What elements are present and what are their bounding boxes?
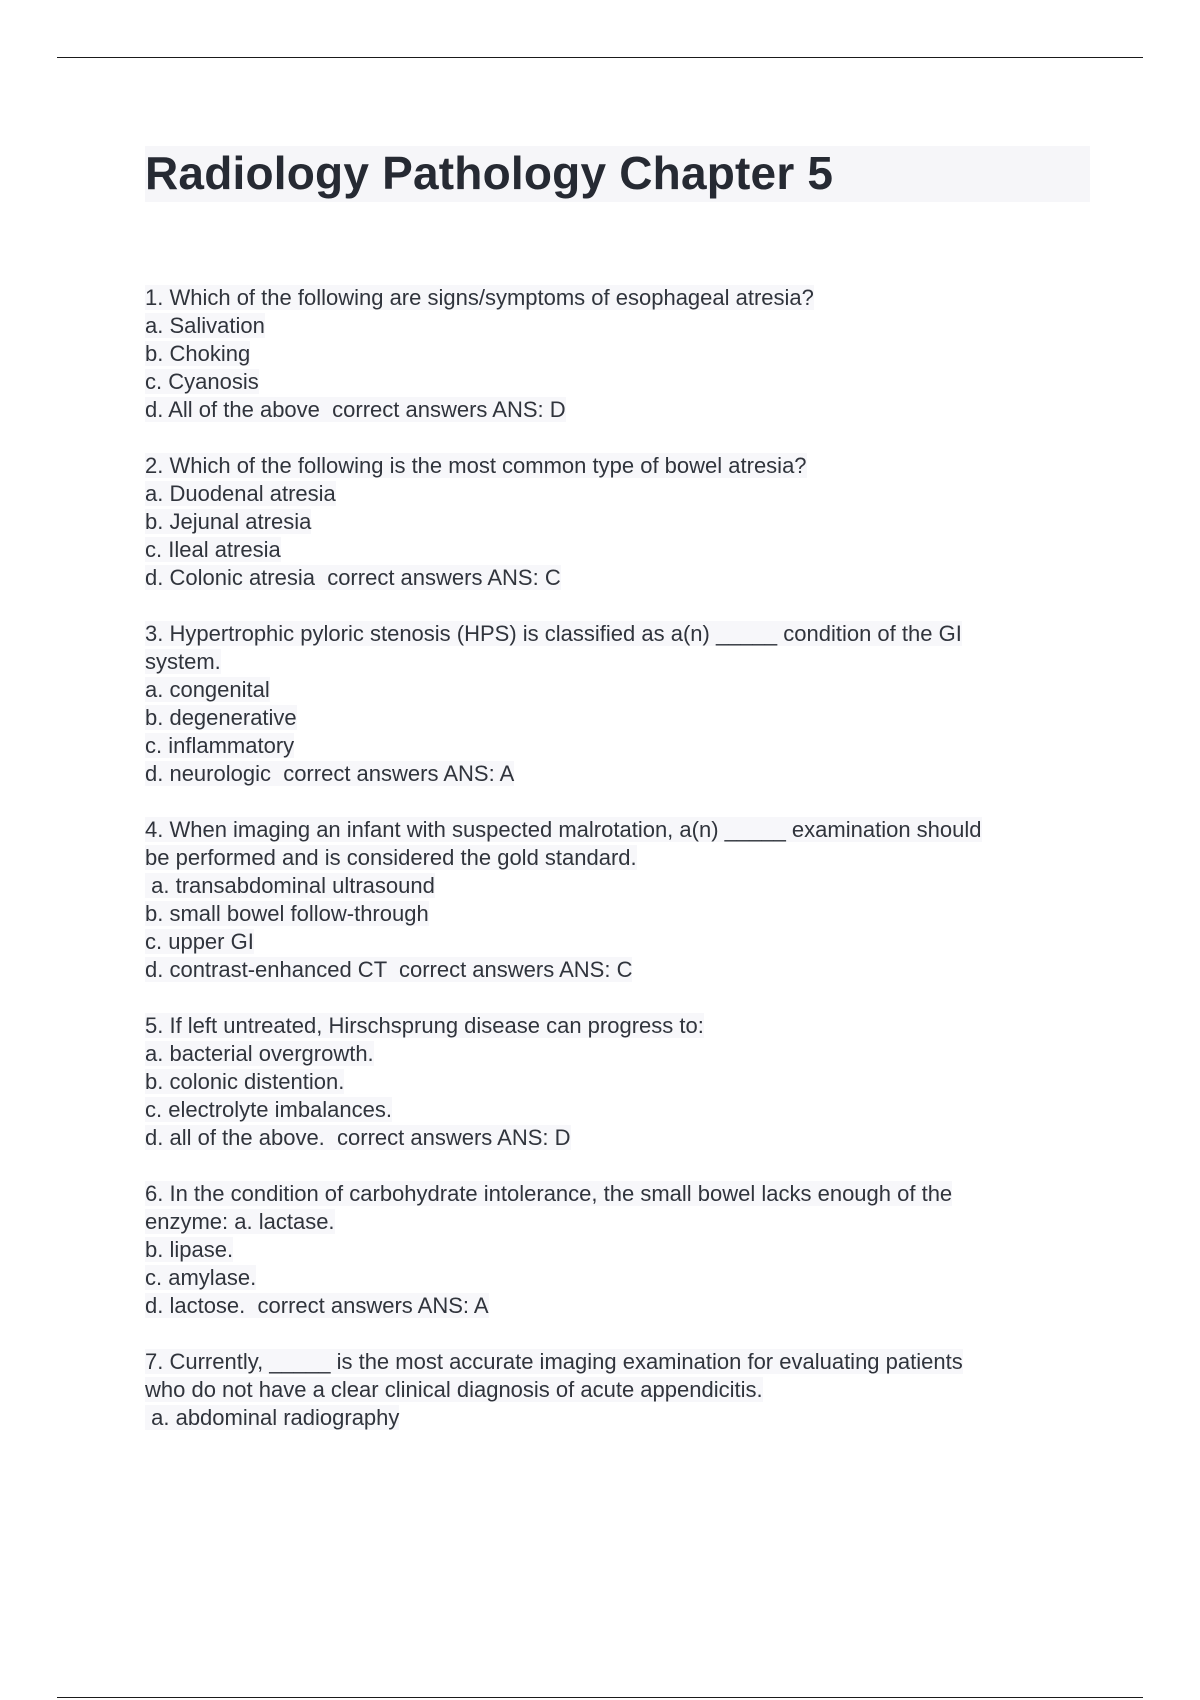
- question-4-option-a: a. transabdominal ultrasound: [145, 873, 435, 898]
- question-2-option-a: a. Duodenal atresia: [145, 481, 336, 506]
- question-6-option-d-answer: d. lactose. correct answers ANS: A: [145, 1293, 489, 1318]
- question-3-line-2: system.: [145, 649, 221, 674]
- question-5-option-b: b. colonic distention.: [145, 1069, 345, 1094]
- question-list: [145, 284, 1075, 1460]
- question-6-option-b: b. lipase.: [145, 1237, 234, 1262]
- question-2-option-d-answer: d. Colonic atresia correct answers ANS: C: [145, 565, 561, 590]
- question-3: [145, 620, 1075, 788]
- question-5: [145, 1012, 1075, 1152]
- question-7-line-1: 7. Currently, _____ is the most accurate imaging examination for evaluating patients: [145, 1349, 963, 1374]
- footer-rule: [57, 1697, 1143, 1698]
- question-6: [145, 1180, 1075, 1320]
- question-4: [145, 816, 1075, 984]
- question-5-option-c: c. electrolyte imbalances.: [145, 1097, 392, 1122]
- question-6-line-2-option-a: enzyme: a. lactase.: [145, 1209, 335, 1234]
- question-3-option-d-answer: d. neurologic correct answers ANS: A: [145, 761, 515, 786]
- question-4-option-b: b. small bowel follow-through: [145, 901, 429, 926]
- header-rule: [57, 57, 1143, 58]
- question-7-option-a: a. abdominal radiography: [145, 1405, 400, 1430]
- question-3-line-1: 3. Hypertrophic pyloric stenosis (HPS) is classified as a(n) _____ condition of the GI: [145, 621, 962, 646]
- question-5-option-a: a. bacterial overgrowth.: [145, 1041, 374, 1066]
- question-1-line-1: 1. Which of the following are signs/symptoms of esophageal atresia?: [145, 285, 814, 310]
- question-6-line-1: 6. In the condition of carbohydrate intolerance, the small bowel lacks enough of the: [145, 1181, 953, 1206]
- question-3-option-b: b. degenerative: [145, 705, 297, 730]
- question-1-option-a: a. Salivation: [145, 313, 265, 338]
- question-2-option-b: b. Jejunal atresia: [145, 509, 312, 534]
- question-4-option-c: c. upper GI: [145, 929, 254, 954]
- question-2: [145, 452, 1075, 592]
- question-3-option-a: a. congenital: [145, 677, 270, 702]
- question-4-line-1: 4. When imaging an infant with suspected malrotation, a(n) _____ examination should: [145, 817, 982, 842]
- question-4-option-d-answer: d. contrast-enhanced CT correct answers ANS: C: [145, 957, 633, 982]
- question-7-line-2: who do not have a clear clinical diagnosis of acute appendicitis.: [145, 1377, 763, 1402]
- question-1-option-c: c. Cyanosis: [145, 369, 259, 394]
- question-2-line-1: 2. Which of the following is the most common type of bowel atresia?: [145, 453, 807, 478]
- page-title: Radiology Pathology Chapter 5: [145, 147, 834, 199]
- question-4-line-2: be performed and is considered the gold standard.: [145, 845, 637, 870]
- question-1-option-d-answer: d. All of the above correct answers ANS: D: [145, 397, 566, 422]
- question-5-option-d-answer: d. all of the above. correct answers ANS: D: [145, 1125, 571, 1150]
- question-6-option-c: c. amylase.: [145, 1265, 257, 1290]
- question-1: [145, 284, 1075, 424]
- question-1-option-b: b. Choking: [145, 341, 251, 366]
- question-5-line-1: 5. If left untreated, Hirschsprung disease can progress to:: [145, 1013, 704, 1038]
- question-7: [145, 1348, 1075, 1432]
- question-3-option-c: c. inflammatory: [145, 733, 295, 758]
- question-2-option-c: c. Ileal atresia: [145, 537, 281, 562]
